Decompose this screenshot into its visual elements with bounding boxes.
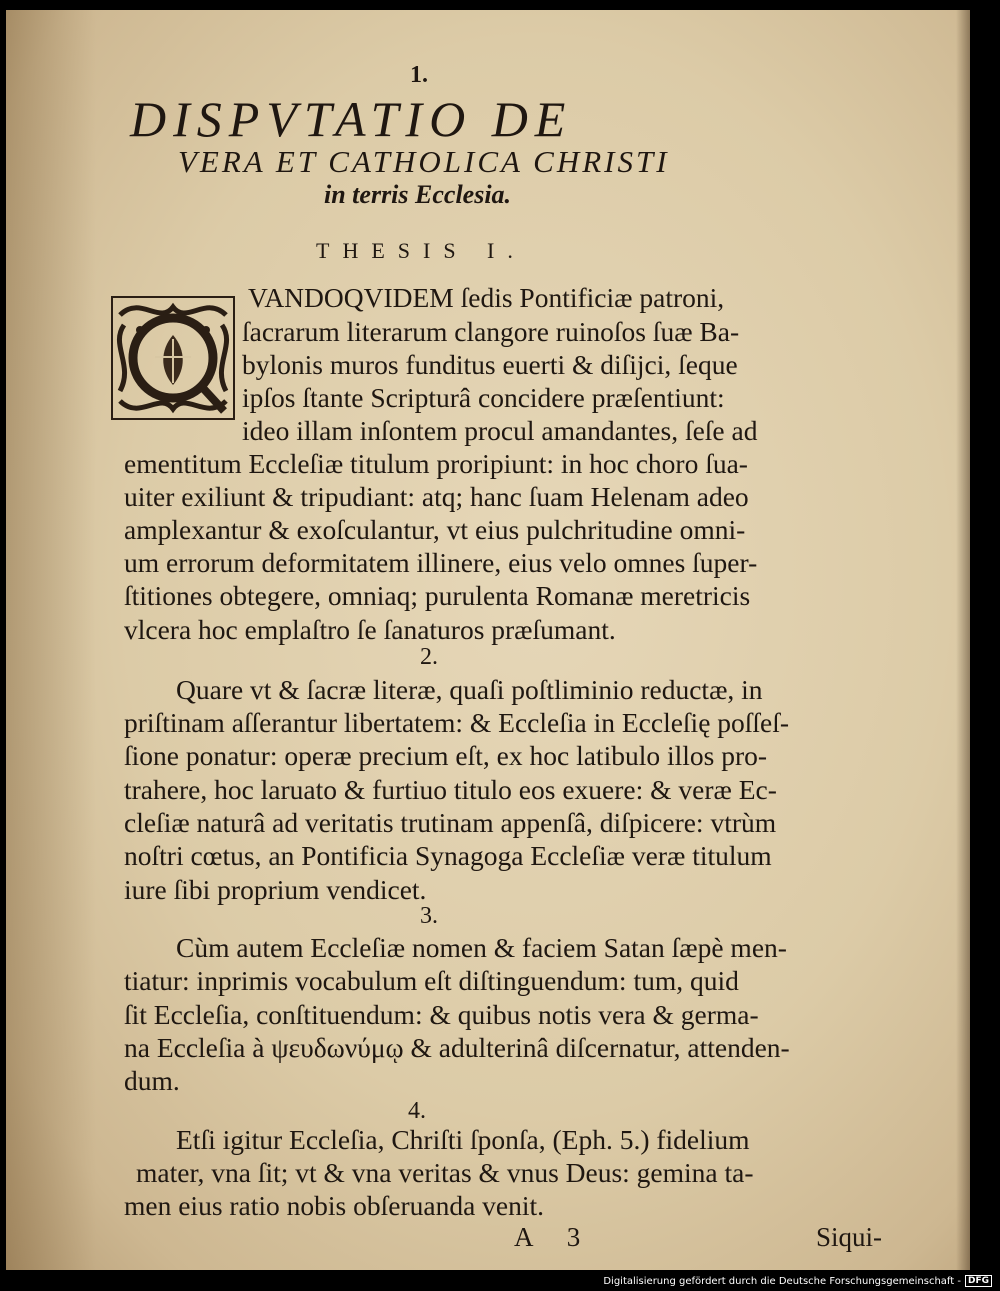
- text-line: uiter exiliunt & tripudiant: atq; hanc ſuam Helenam adeo: [124, 481, 749, 512]
- thesis-heading: THESIS I.: [316, 238, 526, 263]
- decorated-initial: [110, 295, 236, 421]
- text-line: dum.: [124, 1065, 180, 1096]
- text-line: ſtitiones obtegere, omniaq; purulenta Romanæ meretricis: [124, 580, 751, 611]
- ornament-icon: [110, 295, 236, 421]
- text-line: mater, vna ſit; vt & vna veritas & vnus Deus: gemina ta-: [136, 1157, 754, 1188]
- text-line: trahere, hoc laruato & furtiuo titulo eos exuere: & veræ Ec-: [124, 774, 777, 805]
- catchword: Siqui-: [816, 1222, 883, 1252]
- text-line: vlcera hoc emplaſtro ſe ſanaturos præſumant.: [124, 614, 616, 645]
- text-line: tiatur: inprimis vocabulum eſt diſtinguendum: tum, quid: [124, 965, 739, 996]
- drop-cap-letter: [110, 295, 111, 296]
- book-page: [6, 10, 970, 1270]
- text-line: ementitum Eccleſiæ titulum proripiunt: in hoc choro ſua-: [124, 448, 748, 479]
- text-line: noſtri cœtus, an Pontificia Synagoga Eccleſiæ veræ titulum: [124, 840, 772, 871]
- dfg-logo: DFG: [965, 1275, 992, 1287]
- text-line: bylonis muros funditus euerti & diſijci, ſeque: [242, 349, 738, 380]
- text-line: ſit Eccleſia, conſtituendum: & quibus notis vera & germa-: [124, 999, 759, 1030]
- section-number: 4.: [408, 1098, 426, 1124]
- text-line: iure ſibi proprium vendicet.: [124, 874, 427, 905]
- text-line: Quare vt & ſacræ literæ, quaſi poſtliminio reductæ, in: [176, 674, 763, 705]
- text-line: ideo illam inſontem procul amandantes, ſeſe ad: [242, 415, 758, 446]
- section-number: 2.: [420, 644, 438, 670]
- text-line: ſione ponatur: operæ precium eſt, ex hoc latibulo illos pro-: [124, 740, 768, 771]
- text-line: amplexantur & exoſculantur, vt eius pulchritudine omni-: [124, 514, 746, 545]
- text-line: priſtinam aſſerantur libertatem: & Eccleſia in Eccleſię poſſeſ-: [124, 707, 790, 738]
- title-line-2: VERA ET CATHOLICA CHRISTI: [178, 144, 670, 179]
- text-line: VANDOQVIDEM ſedis Pontificiæ patroni,: [248, 282, 725, 313]
- text-line: Etſi igitur Eccleſia, Chriſti ſponſa, (Eph. 5.) fidelium: [176, 1124, 750, 1155]
- text-line: um errorum deformitatem illinere, eius velo omnes ſuper-: [124, 547, 758, 578]
- funding-notice: [603, 1275, 992, 1287]
- title-line-3: in terris Ecclesia.: [324, 180, 512, 209]
- text-line: Cùm autem Eccleſiæ nomen & faciem Satan ſæpè men-: [176, 932, 787, 963]
- text-line: cleſiæ naturâ ad veritatis trutinam appenſâ, diſpicere: vtrùm: [124, 807, 777, 838]
- text-line: ſacrarum literarum clangore ruinoſos ſuæ Ba-: [242, 316, 740, 347]
- signature-mark: A 3: [514, 1222, 595, 1252]
- text-line: men eius ratio nobis obſeruanda venit.: [124, 1190, 545, 1221]
- text-line: na Eccleſia à ψευδωνύμῳ & adulterinâ diſcernatur, attenden-: [124, 1032, 790, 1063]
- page-number: 1.: [410, 62, 428, 88]
- text-line: ipſos ſtante Scripturâ concidere præſentiunt:: [242, 382, 725, 413]
- funding-text: Digitalisierung gefördert durch die Deutsche Forschungsgemeinschaft -: [603, 1275, 961, 1287]
- title-line-1: DISPVTATIO DE: [130, 91, 573, 147]
- section-number: 3.: [420, 903, 438, 929]
